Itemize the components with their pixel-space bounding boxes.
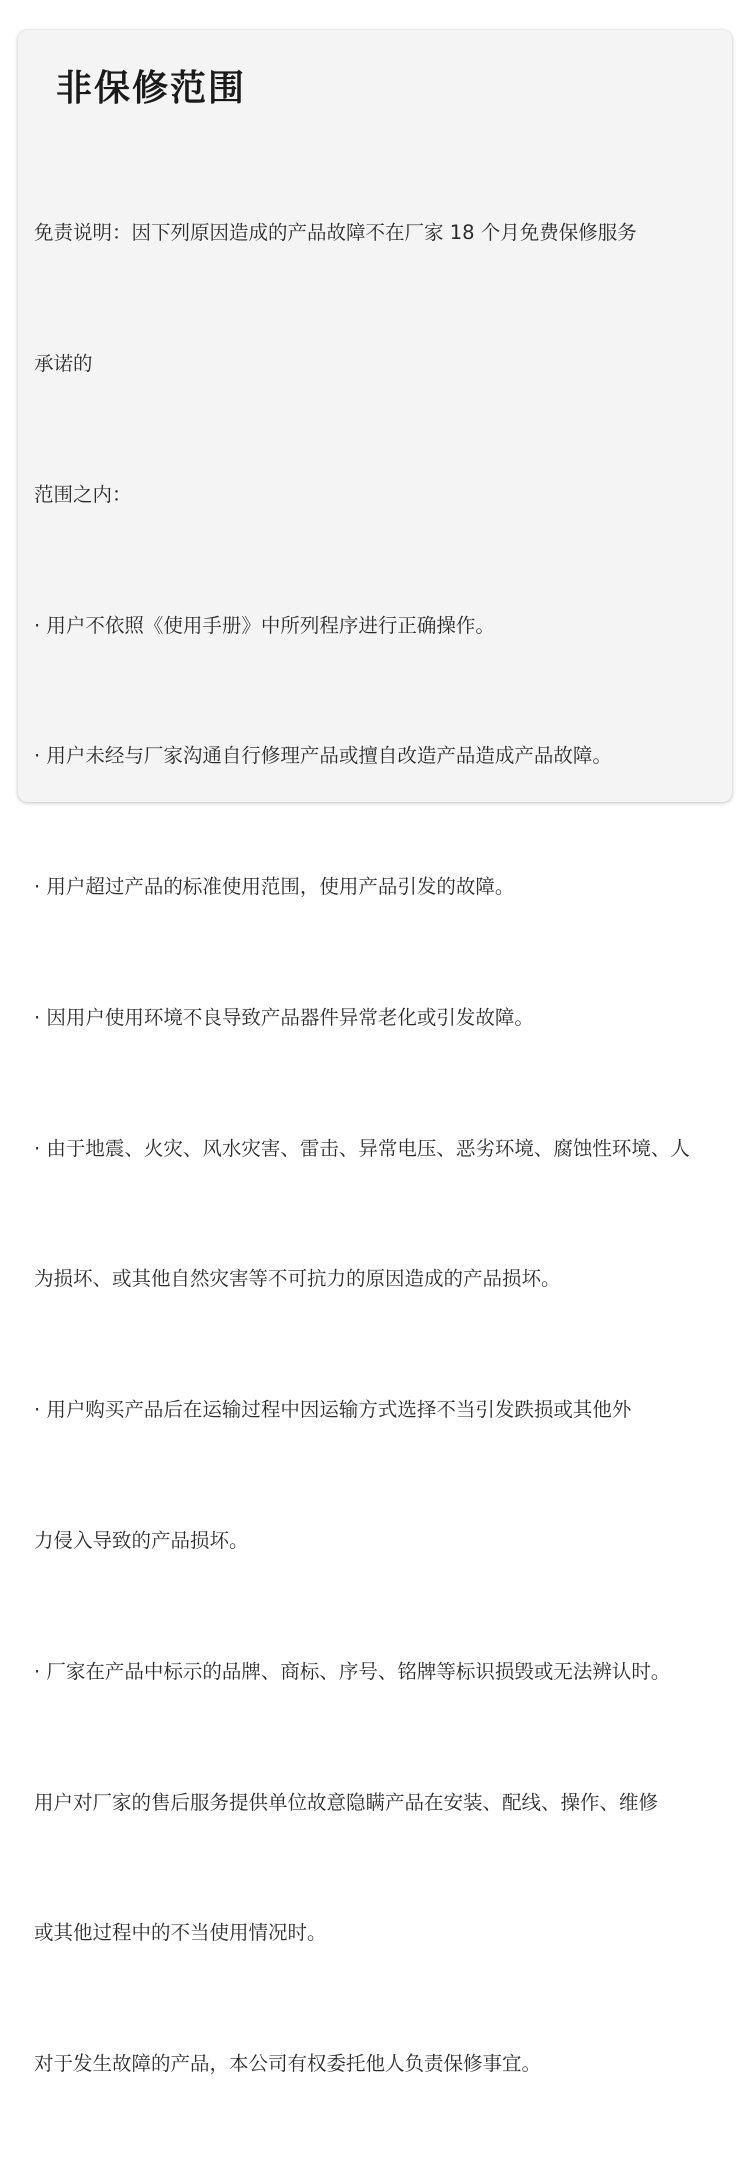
- bullet-item: · 用户购买产品后在运输过程中因运输方式选择不当引发跌损或其他外: [34, 1398, 632, 1422]
- text-line: 对于发生故障的产品，本公司有权委托他人负责保修事宜。: [34, 2052, 542, 2076]
- text-line: 承诺的: [34, 351, 93, 375]
- text-line: 免责说明：因下列原因造成的产品故障不在厂家 18 个月免费保修服务: [34, 221, 637, 245]
- text-line: 或其他过程中的不当使用情况时。: [34, 1921, 327, 1945]
- bullet-item: · 用户超过产品的标准使用范围，使用产品引发的故障。: [34, 875, 515, 899]
- bullet-item: · 因用户使用环境不良导致产品器件异常老化或引发故障。: [34, 1005, 534, 1029]
- bullet-item-continued: 力侵入导致的产品损坏。: [34, 1529, 249, 1552]
- bullet-item: · 由于地震、火灾、风水灾害、雷击、异常电压、恶劣环境、腐蚀性环境、人: [34, 1136, 690, 1160]
- text-line: 用户对厂家的售后服务提供单位故意隐瞒产品在安装、配线、操作、维修: [34, 1790, 659, 1814]
- bullet-item: · 用户未经与厂家沟通自行修理产品或擅自改造产品造成产品故障。: [34, 744, 612, 768]
- bullet-item: · 厂家在产品中标示的品牌、商标、序号、铭牌等标识损毁或无法辨认时。: [34, 1659, 671, 1683]
- disclaimer-text: [34, 124, 732, 2173]
- bullet-item: · 用户不依照《使用手册》中所列程序进行正确操作。: [34, 613, 495, 637]
- non-warranty-card: [18, 30, 732, 2076]
- text-line: 范围之内：: [34, 482, 132, 506]
- bullet-item-continued: 为损坏、或其他自然灾害等不可抗力的原因造成的产品损坏。: [34, 1267, 561, 1291]
- page-title: 非保修范围: [56, 68, 247, 109]
